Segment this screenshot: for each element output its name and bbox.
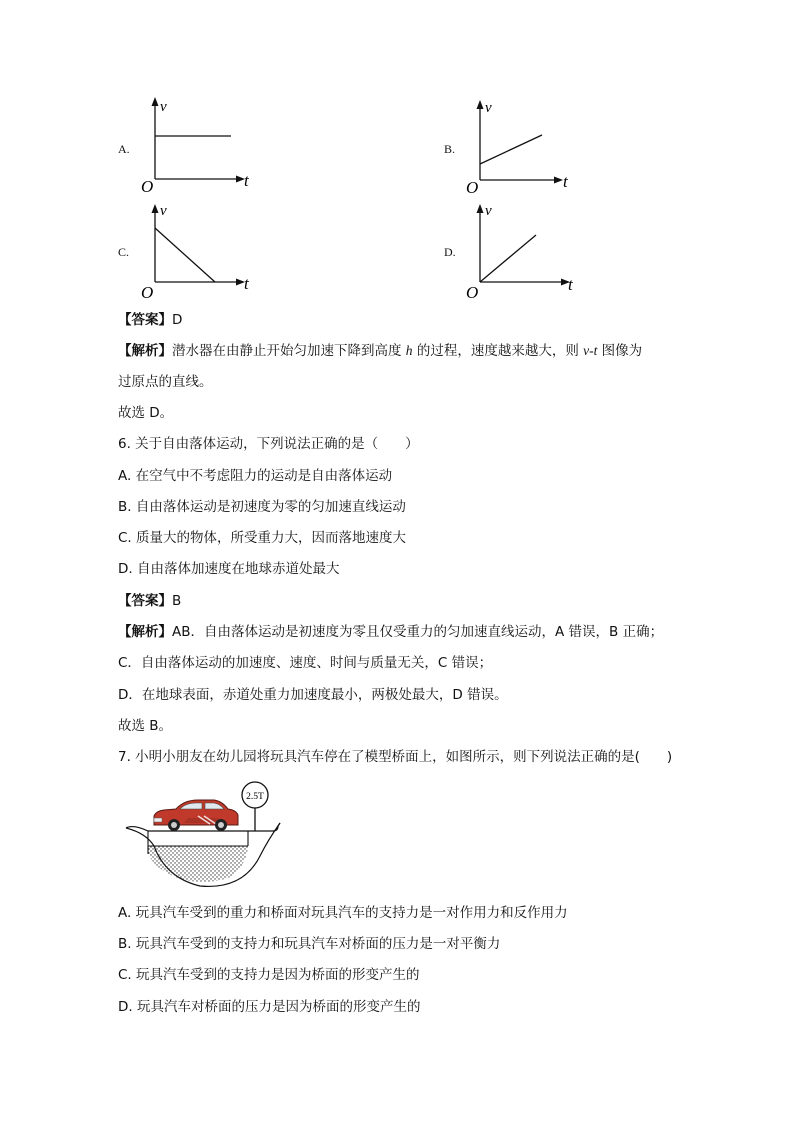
q6-option-d: D. 自由落体加速度在地球赤道处最大: [118, 561, 340, 577]
origin-label: O: [466, 178, 479, 197]
origin-label: O: [141, 177, 154, 196]
v-axis-arrow: [477, 204, 484, 213]
answer-label: 【答案】: [118, 312, 172, 328]
q5-answer: [118, 311, 182, 329]
t-label: t: [563, 172, 568, 191]
option-c-letter: C.: [118, 245, 130, 259]
variable-vt: v-t: [583, 343, 598, 358]
origin-label: O: [466, 283, 479, 302]
q6-option-c: C. 质量大的物体，所受重力大，因而落地速度大: [118, 530, 407, 546]
toy-car: [154, 800, 238, 831]
v-axis-arrow: [477, 100, 484, 109]
q6-analysis-line-2: C．自由落体运动的加速度、速度、时间与质量无关，C 错误；: [118, 655, 493, 671]
graph-b: [460, 98, 590, 203]
analysis-text: 的过程，速度越来越大，则: [412, 343, 584, 359]
v-label: v: [485, 100, 492, 116]
q6-conclusion: 故选 B。: [118, 718, 173, 734]
answer-value: D: [172, 312, 183, 328]
velocity-line: [480, 235, 536, 282]
q6-option-b: B. 自由落体运动是初速度为零的匀加速直线运动: [118, 499, 406, 515]
analysis-label: 【解析】: [118, 624, 172, 640]
q6-analysis-line-3: D．在地球表面，赤道处重力加速度最小，两极处最大，D 错误。: [118, 687, 508, 703]
velocity-line: [480, 135, 542, 164]
origin-label: O: [141, 283, 154, 302]
q6-stem: 6. 关于自由落体运动，下列说法正确的是（ ）: [118, 436, 419, 452]
graph-a: [135, 95, 265, 200]
option-b-letter: B.: [444, 142, 456, 156]
q6-answer: [118, 592, 181, 610]
q6-option-a: A. 在空气中不考虑阻力的运动是自由落体运动: [118, 468, 393, 484]
v-axis-arrow: [152, 204, 159, 213]
option-a-letter: A.: [118, 142, 130, 156]
v-label: v: [160, 99, 167, 115]
variable-h: h: [405, 343, 413, 358]
q5-analysis-line-2: 过原点的直线。: [118, 374, 213, 390]
q5-analysis-line-1: [118, 342, 642, 360]
graph-d: [460, 200, 590, 305]
graph-c: [135, 200, 265, 305]
t-label: t: [244, 274, 249, 293]
q7-option-a: A. 玩具汽车受到的重力和桥面对玩具汽车的支持力是一对作用力和反作用力: [118, 905, 568, 921]
q5-conclusion: 故选 D。: [118, 405, 174, 421]
t-label: t: [244, 171, 249, 190]
analysis-label: 【解析】: [118, 343, 172, 359]
sign-text: 2.5T: [246, 792, 264, 802]
analysis-text: 图像为: [597, 343, 643, 359]
option-d-letter: D.: [444, 245, 456, 259]
bridge-car-figure: [118, 778, 283, 890]
v-label: v: [160, 203, 167, 219]
v-axis-arrow: [152, 97, 159, 106]
q7-option-d: D. 玩具汽车对桥面的压力是因为桥面的形变产生的: [118, 999, 421, 1015]
velocity-line: [155, 228, 215, 282]
answer-label: 【答案】: [118, 593, 172, 609]
t-axis-arrow: [554, 177, 563, 184]
analysis-text: 潜水器在由静止开始匀加速下降到高度: [172, 343, 406, 359]
v-label: v: [485, 203, 492, 219]
answer-value: B: [172, 593, 182, 609]
water-dots: [148, 846, 248, 882]
q6-analysis-line-1: [118, 623, 663, 641]
t-label: t: [568, 275, 573, 294]
analysis-text: AB．自由落体运动是初速度为零且仅受重力的匀加速直线运动，A 错误，B 正确；: [172, 624, 664, 640]
q7-stem: 7. 小明小朋友在幼儿园将玩具汽车停在了模型桥面上，如图所示，则下列说法正确的是( ): [118, 749, 673, 765]
q7-option-c: C. 玩具汽车受到的支持力是因为桥面的形变产生的: [118, 967, 420, 983]
q7-option-b: B. 玩具汽车受到的支持力和玩具汽车对桥面的压力是一对平衡力: [118, 936, 501, 952]
